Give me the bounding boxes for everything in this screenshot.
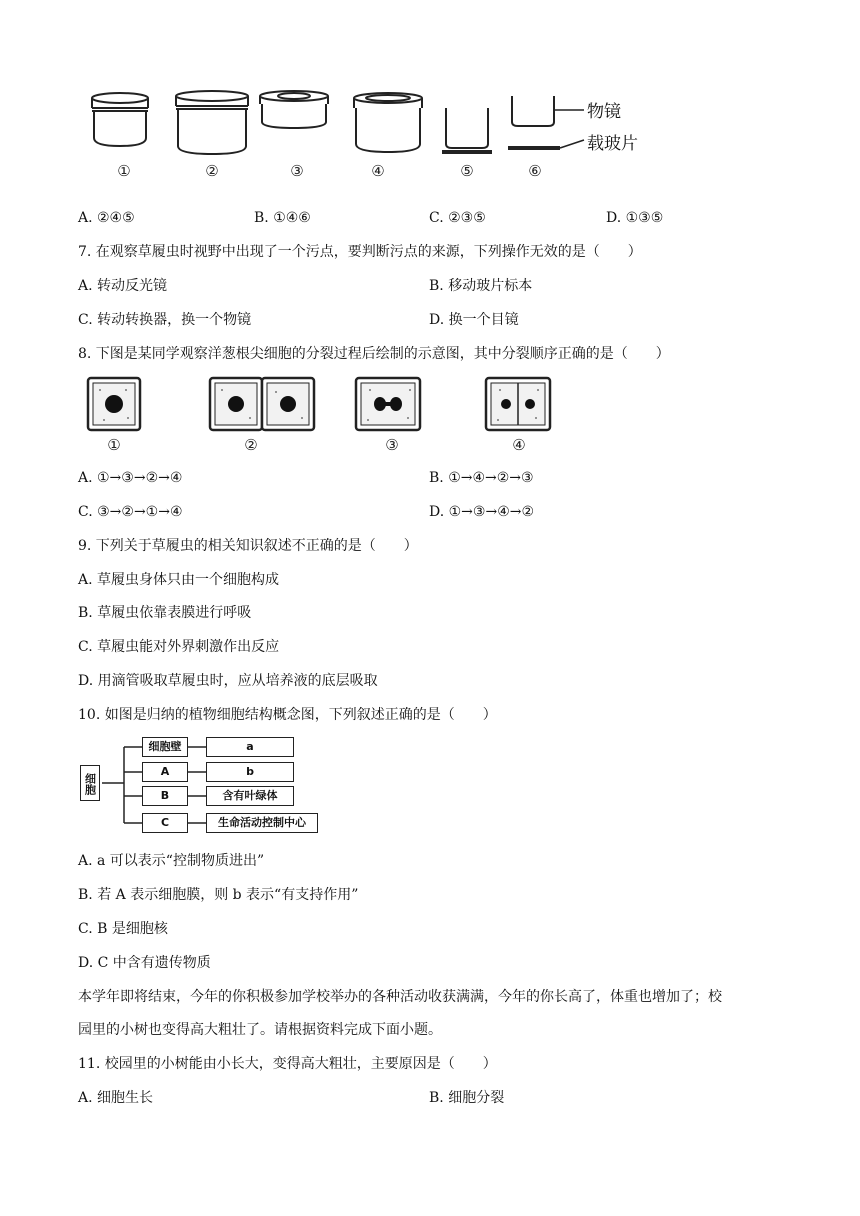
q11-option-a: A. 细胞生长 <box>78 1090 154 1106</box>
q9-option-d: D. 用滴管吸取草履虫时，应从培养液的底层吸取 <box>78 673 378 689</box>
figure-number-5: ⑤ <box>460 162 474 180</box>
q10-option-d: D. C 中含有遗传物质 <box>78 955 211 971</box>
concept-diagram <box>78 735 328 835</box>
q8-figure-number-3: ③ <box>385 436 399 454</box>
q8-option-d: D. ①→③→④→② <box>429 504 535 520</box>
q8-figure-number-4: ④ <box>512 436 526 454</box>
q7-option-d: D. 换一个目镜 <box>429 312 519 328</box>
eyepiece-lens-2 <box>176 91 248 154</box>
q8-figure-number-2: ② <box>244 436 258 454</box>
label-objective: 物镜 <box>587 102 621 122</box>
q8-option-b: B. ①→④→②→③ <box>429 470 534 486</box>
q9-stem: 9. 下列关于草履虫的相关知识叙述不正确的是（ ） <box>78 538 418 554</box>
q6-option-a: A. ②④⑤ <box>78 210 135 226</box>
q10-stem: 10. 如图是归纳的植物细胞结构概念图，下列叙述正确的是（ ） <box>78 707 497 723</box>
q7-option-a: A. 转动反光镜 <box>78 278 168 294</box>
passage-line-1: 本学年即将结束，今年的你积极参加学校举办的各种活动收获满满，今年的你长高了，体重也增加了；校 <box>78 989 722 1005</box>
figure-number-2: ② <box>205 162 219 180</box>
label-slide: 载玻片 <box>587 134 638 154</box>
q10-option-a: A. a 可以表示“控制物质进出” <box>78 853 265 869</box>
q9-option-b: B. 草履虫依靠表膜进行呼吸 <box>78 605 252 621</box>
q10-option-b: B. 若 A 表示细胞膜，则 b 表示“有支持作用” <box>78 887 359 903</box>
q8-stem: 8. 下图是某同学观察洋葱根尖细胞的分裂过程后绘制的示意图，其中分裂顺序正确的是（ ） <box>78 346 670 362</box>
diagram-node-b: B <box>142 786 188 806</box>
q6-option-c: C. ②③⑤ <box>429 210 486 226</box>
objective-slide-6 <box>508 96 584 148</box>
q8-option-a: A. ①→③→②→④ <box>78 470 183 486</box>
figure-number-6: ⑥ <box>528 162 542 180</box>
diagram-desc-a: a <box>206 737 294 757</box>
objective-lens-3 <box>260 91 328 128</box>
q9-option-c: C. 草履虫能对外界刺激作出反应 <box>78 639 280 655</box>
diagram-root-cell <box>80 765 100 801</box>
lens-figure <box>80 86 660 158</box>
diagram-desc-control-center: 生命活动控制中心 <box>206 813 318 833</box>
q10-option-c: C. B 是细胞核 <box>78 921 168 937</box>
q11-option-b: B. 细胞分裂 <box>429 1090 505 1106</box>
q7-option-b: B. 移动玻片标本 <box>429 278 533 294</box>
q7-stem: 7. 在观察草履虫时视野中出现了一个污点，要判断污点的来源，下列操作无效的是（ ） <box>78 244 642 260</box>
q8-option-c: C. ③→②→①→④ <box>78 504 183 520</box>
objective-lens-4 <box>354 93 422 152</box>
diagram-desc-b: b <box>206 762 294 782</box>
q6-option-d: D. ①③⑤ <box>606 210 664 226</box>
q11-stem: 11. 校园里的小树能由小长大，变得高大粗壮，主要原因是（ ） <box>78 1056 497 1072</box>
diagram-node-c: C <box>142 813 188 833</box>
diagram-node-a: A <box>142 762 188 782</box>
q8-figure-number-1: ① <box>107 436 121 454</box>
q7-option-c: C. 转动转换器，换一个物镜 <box>78 312 252 328</box>
q9-option-a: A. 草履虫身体只由一个细胞构成 <box>78 572 280 588</box>
passage-line-2: 园里的小树也变得高大粗壮了。请根据资料完成下面小题。 <box>78 1022 442 1038</box>
q6-option-b: B. ①④⑥ <box>254 210 311 226</box>
diagram-desc-chloroplast: 含有叶绿体 <box>206 786 294 806</box>
figure-number-3: ③ <box>290 162 304 180</box>
cell-division-figure <box>80 374 560 434</box>
objective-slide-5 <box>442 108 492 152</box>
eyepiece-lens-1 <box>92 93 148 146</box>
diagram-root-label: 细胞 <box>83 773 97 795</box>
figure-number-4: ④ <box>371 162 385 180</box>
diagram-node-cell-wall: 细胞壁 <box>142 737 188 757</box>
figure-number-1: ① <box>117 162 131 180</box>
